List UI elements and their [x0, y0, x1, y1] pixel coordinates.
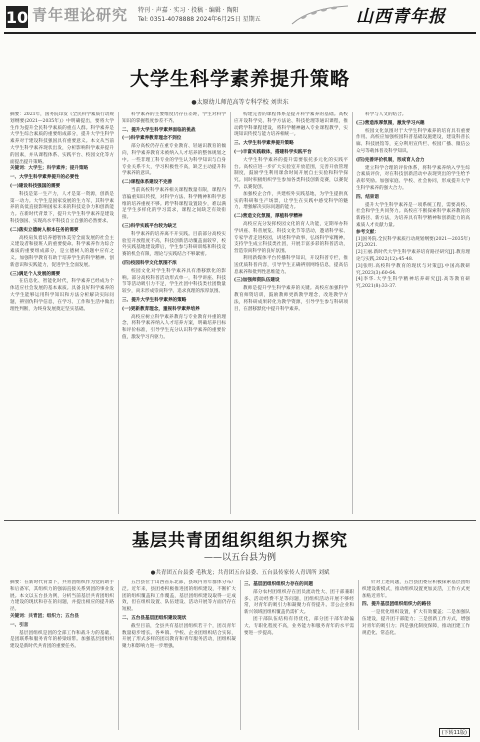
paragraph: 一是优化组织设置，扩大有效覆盖；二是加强队伍建设，提升团干部能力；三是创新工作方式，增强对青年的吸引力；四是强化制度保障，推动团建工作规范化、常态化。: [362, 610, 470, 636]
paragraph: 高校肩负着培养德智体美劳全面发展的社会主义建设者和接班人的重要使命。科学素养作为综合素质的重要组成部分，是立德树人的题中应有之义。加强科学教育有助于培养学生的科学精神、创新意识和实践能力，促进学生全面发展。: [10, 235, 114, 268]
article2-subtitle: ——以五台县为例: [203, 553, 276, 563]
article2-column-4: [362, 580, 470, 720]
section-heading: (二)落实立德树人根本任务的需要: [10, 227, 79, 233]
paragraph: 摘要：在新时代背景下，共青团组织作为党的助手和后备军，其组织力的强弱直接关系到团的事业发展。本文以五台县为例，分析当前基层共青团组织力建设的现状和存在的问题，并提出相应的提升路径。: [10, 580, 114, 613]
issue-info-line1: 特刊 · 声嘉 · 实习 · 投稿 · 编辑 · 陶阳: [138, 7, 239, 14]
reference-entry: [4]李华.大学生科学精神培养研究[J].高等教育研究,2021(8):33-37.: [356, 277, 470, 290]
page-number-badge: 10: [5, 7, 29, 27]
article1-column-4: [356, 112, 470, 514]
paragraph: 构建完善的课程体系是提升科学素养的基础。高校应开设科学史、科学方法论、科技伦理等通识课程，推动跨学科课程建设，将科学精神融入专业课程教学，实现知识传授与能力培养相统一。: [234, 112, 348, 138]
article2-column-3: [244, 580, 354, 728]
article1-column-3: [234, 112, 348, 514]
paragraph: 针对上述问题，五台县团委应积极探索基层团组织建设新模式，推动组织设置更加灵活，工作方式更加贴近青年。: [362, 580, 470, 599]
paragraph: 科技是第一生产力，人才是第一资源，创新是第一动力。大学生是国家发展的生力军，其科学素养的高低直接影响国家未来的科技竞争力和创新能力。在新时代背景下，提升大学生科学素养是建设科技强国、实现高水平科技自立自强的必然要求。: [10, 191, 114, 224]
section-heading: (四)校园科学文化氛围不浓: [122, 260, 177, 266]
article-divider: [4, 520, 476, 521]
continued-note: (下转11版): [439, 728, 470, 737]
section-heading: (一)丰富实践载体，搭建科学实践平台: [234, 149, 312, 155]
column-divider: [230, 112, 231, 514]
issue-info-line2: Tel: 0351-4078888 2024年6月25日 星期五: [138, 16, 261, 23]
section-heading: 四、结束语: [356, 194, 379, 200]
paragraph: 部分高校仍存在重专业教育、轻通识教育的倾向，科学素养教育未被纳入人才培养的整体规划之中。一些非理工科专业的学生认为科学知识与自身专业关系不大，学习积极性不高，缺乏主动提升科学素养的意识。: [122, 144, 226, 177]
paragraph: 高校应树立科学素养教育与专业教育并重的理念，将科学素养纳入人才培养方案，明确培养目标和评价标准，引导学生充分认识科学素养的重要价值，激发学习内驱力。: [122, 314, 226, 340]
paragraph: 校园文化对学生科学素养具有潜移默化的影响。部分高校科普活动形式单一，科学讲座、科技节等活动吸引力不足，学生社团中科技类社团数量较少，尚未形成崇尚科学、追求真理的浓厚氛围。: [122, 268, 226, 295]
paragraph: 在信息化、智能化时代，科学素养已经成为个体适应社会发展的基本素质。具备良好科学素养的大学生能够运用科学知识和方法分析解决实际问题，辨别伪科学信息，在学习、工作和生活中做出理性判断，为终身发展奠定坚实基础。: [10, 279, 114, 312]
article2-title: 基层共青团组织组织力探究: [132, 531, 348, 551]
paragraph: 部分农村团组织存在团员流动性大、团干部兼职多、活动经费不足等问题，团组织活动开展不够经常，对青年的吸引力和凝聚力有待提升。非公企业和新兴领域团组织覆盖仍需扩大。: [244, 589, 354, 616]
newspaper-masthead: 山西青年报: [356, 7, 446, 27]
header-divider: [4, 32, 476, 34]
section-heading: 三、大学生科学素养提升策略: [234, 141, 294, 147]
article1-title: 大学生科学素养提升策略: [129, 68, 350, 90]
paragraph: 团干部队伍结构有待优化，部分团干部年龄偏大、专职化程度不高，业务能力和服务青年的水平需要进一步提高。: [244, 616, 354, 636]
paragraph: 关键词：共青团；组织力；五台县: [10, 613, 79, 619]
paragraph: 五台县位于山西省东北部，县域内青年群体分布广泛。近年来，县团委积极推进团的组织建设，不断扩大团的组织覆盖和工作覆盖，基层团组织建设取得一定成效，但在组织设置、队伍建设、活动开展等方面仍存在短板。: [122, 580, 236, 613]
paragraph: 截至目前，全县共有基层团组织若干个，团员青年数量稳步增长。各乡镇、学校、企业团组织结合实际，开展了形式多样的团员教育和青年服务活动，团组织凝聚力和影响力进一步增强。: [122, 623, 236, 650]
column-divider: [118, 580, 119, 730]
section-heading: (一)科学素养教育理念不到位: [122, 136, 182, 142]
article1-author: ●太原幼儿师范高等专科学校 刘世东: [191, 99, 289, 106]
column-divider: [358, 580, 359, 730]
section-heading: 三、提升大学生科学素养的策略: [122, 297, 187, 303]
article1-column-2: [122, 112, 226, 514]
section-heading: (四)完善评价机制，形成育人合力: [356, 157, 425, 163]
section-heading: (三)营造浓厚氛围，激发学习兴趣: [356, 120, 425, 126]
paragraph: 高校应充分发挥校园文化的育人功能，定期举办科学讲座、科普展览、科技文化节等活动，邀请科学家、专家学者走进校园，讲述科学故事，弘扬科学家精神。支持学生成立科技类社团，开展丰富多彩的科普活动，营造崇尚科学的良好氛围。: [234, 221, 348, 255]
paragraph: 关键词：大学生；科学素养；提升策略: [10, 166, 89, 172]
paragraph: 利用新媒体平台传播科学知识，开设科普专栏，推送优质科普内容，引导学生正确辨别网络信息，提高信息素养和批判性思维能力。: [234, 255, 348, 275]
reference-entry: [1]国务院.全民科学素质行动规划纲要(2021—2035年)[Z].2021.: [356, 236, 470, 249]
section-heading: 二、提升大学生科学素养面临的挑战: [122, 127, 196, 133]
section-heading: (二)课程体系建设不完善: [122, 180, 173, 186]
decorative-wheat-icon: [290, 4, 350, 26]
section-heading: (二)营造文化氛围，厚植科学精神: [234, 214, 303, 220]
section-heading: (一)建设科技强国的需要: [10, 183, 61, 189]
reference-entry: [3]张明.高校科学教育的现状与对策[J].中国高教研究,2023(3):60-64.: [356, 263, 470, 276]
section-title: 青年理论研究: [32, 6, 129, 24]
column-divider: [352, 112, 353, 514]
article2-column-1: [10, 580, 114, 728]
paragraph: 参考文献：: [356, 229, 379, 235]
paragraph: 当前高校科学素养相关课程数量有限，课程内容偏重知识传授，对科学方法、科学精神和科学思维的培养重视不够。跨学科课程设置较少，难以满足学生多样化的学习需求，课程之间缺乏有效衔接。: [122, 187, 226, 221]
section-heading: (一)更新教育理念，重视科学素养培养: [122, 306, 200, 312]
article1-column-1: [10, 112, 114, 514]
paragraph: 教师是提升学生科学素养的关键。高校应加强科学教育师资培训，鼓励教师更新教学理念，改进教学方法，将科研成果转化为教学资源，引导学生参与科研项目，在潜移默化中提升科学素养。: [234, 286, 348, 312]
section-heading: 三、基层团组织组织力存在的问题: [244, 582, 313, 587]
article2-author: ●共青团五台县委 毛秋龙；共青团五台县委、五台县传家传人青训所 刘斌: [150, 570, 330, 576]
section-heading: 二、五台县基层团组织建设现状: [122, 615, 187, 621]
section-heading: 一、大学生科学素养提升的必要性: [10, 175, 79, 181]
section-heading: 四、提升基层团组织组织力的路径: [362, 602, 431, 608]
article2-column-2: [122, 580, 236, 728]
section-heading: 一、引言: [10, 622, 29, 628]
column-divider: [240, 580, 241, 730]
paragraph: 科学素养的培养离不开实践。目前部分高校实验室开放程度不高，科技创新活动覆盖面较窄，校外实践基地建设滞后，学生参与科研训练和科技竞赛的机会有限，理论与实践结合不够紧密。: [122, 231, 226, 258]
paragraph: 提升大学生科学素养是一项系统工程，需要高校、社会和学生共同努力。高校应不断探索科学素养教育的新路径、新方法，为培养具有科学精神和创新能力的高素质人才贡献力量。: [356, 202, 470, 228]
paragraph: 校园文化氛围对于大学生科学素养的培育具有重要作用。高校应加强校园科普基础设施建设，建设科普长廊、科技展馆等，充分利用宣传栏、校园广播、微信公众号等载体普及科学知识。: [356, 128, 470, 154]
paragraph: 摘要：2021年，国务院印发《全民科学素质行动规划纲要(2021—2035年)》中明确提出，要将大学生作为提升全民科学素质的重点人群。科学素养是大学生综合素质的重要组成部分，提升大学生科学素养对于建设科技强国具有重要意义。本文从当前大学生科学素养现状出发，分析影响科学素养提升的因素，并从课程体系、实践平台、校园文化等方面提出提升策略。: [10, 112, 114, 165]
reference-entry: [2]王丽.新时代大学生科学素养培育路径研究[J].教育理论与实践,2022(12):45-48.: [356, 250, 470, 262]
section-heading: (三)满足个人发展的需要: [10, 271, 61, 277]
paragraph: 大学生科学素养的提升需要依托多元化的实践平台。高校应进一步扩大实验室开放范围，完善开放管理制度，鼓励学生利用课余时间开展自主实验和科学探究。同时积极组织学生参加各类科技创新竞赛，以赛促学、以赛促创。: [234, 157, 348, 190]
section-heading: (三)科学实践平台较为缺乏: [122, 223, 177, 229]
paragraph: 科学素养的主要维度仍存在差距，学生对科学知识的掌握程度参差不齐。: [122, 112, 226, 124]
newspaper-header: [0, 0, 480, 40]
paragraph: 基层团组织是团的全部工作和战斗力的基础，是团联系和服务青年的桥梁纽带。加强基层团组织建设是新时代共青团的重要任务。: [10, 630, 114, 650]
paragraph: 加强校企合作，共建校外实践基地，为学生提供真实的科研和生产场景，让学生在实践中感受科学的魅力，增强解决实际问题的能力。: [234, 191, 348, 211]
column-divider: [118, 112, 119, 514]
paragraph: 建立科学合理的评价体系，将科学素养纳入学生综合素质评价，对在科技创新活动中表现突出的学生给予表彰奖励。加强家庭、学校、社会协同，形成提升大学生科学素养的强大合力。: [356, 165, 470, 191]
paragraph: 科学与人文的结合。: [365, 112, 407, 117]
section-heading: (三)加强师资队伍建设: [234, 278, 280, 284]
